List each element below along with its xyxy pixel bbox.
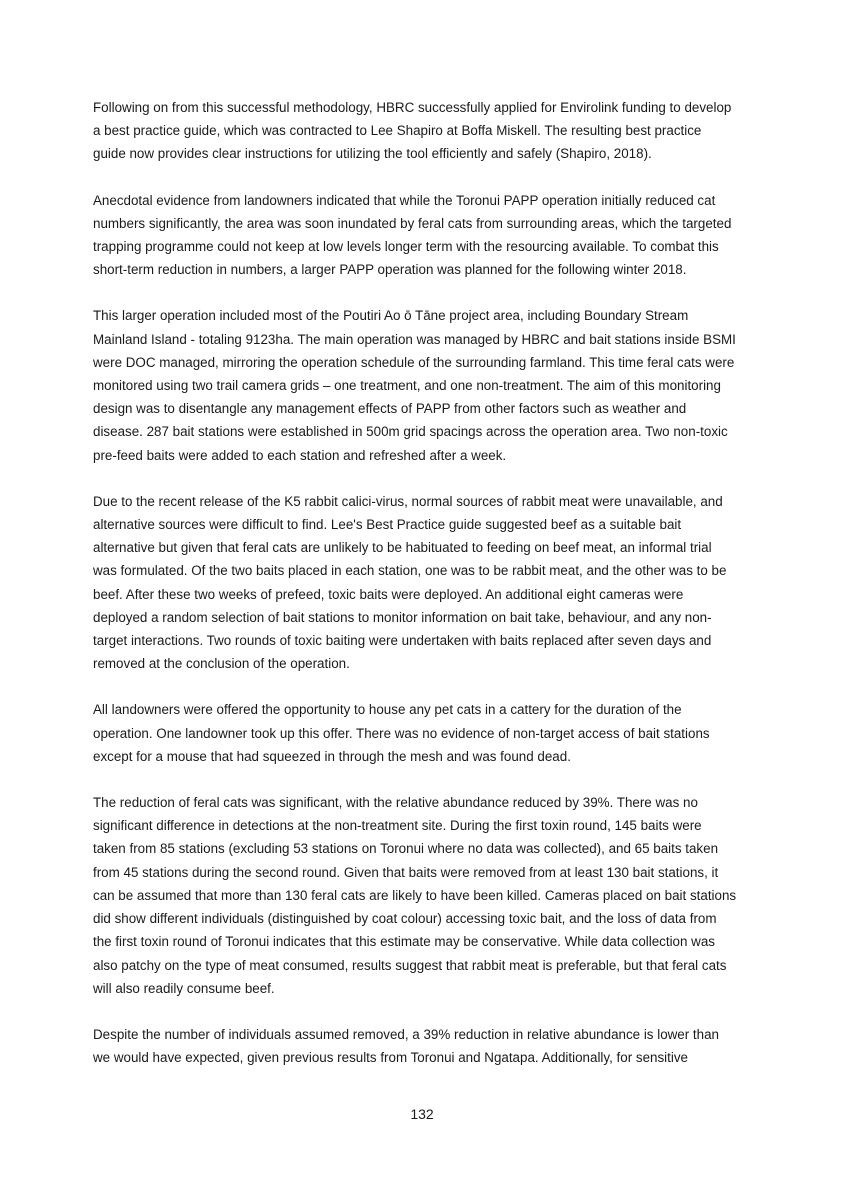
page-number: 132 xyxy=(410,1106,434,1122)
text-line: short-term reduction in numbers, a larger PAPP operation was planned for the following winter 2018. xyxy=(93,262,687,278)
text-line: except for a mouse that had squeezed in through the mesh and was found dead. xyxy=(93,748,571,764)
text-line: was formulated. Of the two baits placed in each station, one was to be rabbit meat, and the other was to be xyxy=(93,563,727,579)
text-line: The reduction of feral cats was significant, with the relative abundance reduced by 39%. There was no xyxy=(93,795,698,811)
text-line: the first toxin round of Toronui indicates that this estimate may be conservative. While data collection was xyxy=(93,934,715,950)
text-line: Due to the recent release of the K5 rabbit calici-virus, normal sources of rabbit meat were unavailable, and xyxy=(93,493,723,509)
text-line: can be assumed that more than 130 feral cats are likely to have been killed. Cameras placed on bait stations xyxy=(93,887,737,903)
text-line: This larger operation included most of the Poutiri Ao ō Tāne project area, including Boundary Stream xyxy=(93,308,689,324)
text-line: trapping programme could not keep at low levels longer term with the resourcing available. To combat this xyxy=(93,239,719,255)
text-line: beef. After these two weeks of prefeed, toxic baits were deployed. An additional eight cameras were xyxy=(93,586,684,602)
text-line: design was to disentangle any management effects of PAPP from other factors such as weather and xyxy=(93,401,687,417)
text-line: Anecdotal evidence from landowners indicated that while the Toronui PAPP operation initially reduced cat xyxy=(93,192,716,208)
text-line: will also readily consume beef. xyxy=(93,980,275,996)
text-line: guide now provides clear instructions for utilizing the tool efficiently and safely (Shapiro, 2018). xyxy=(93,146,652,162)
paragraph-results xyxy=(93,791,753,1000)
paragraph-larger-operation xyxy=(93,304,753,466)
text-line: pre-feed baits were added to each station and refreshed after a week. xyxy=(93,447,507,463)
text-line: monitored using two trail camera grids – one treatment, and one non-treatment. The aim of this monitoring xyxy=(93,378,721,394)
paragraph-bait-trial xyxy=(93,490,753,676)
paragraph-anecdotal-evidence xyxy=(93,189,753,282)
text-line: disease. 287 bait stations were established in 500m grid spacings across the operation area. Two non-toxic xyxy=(93,424,728,440)
text-line: significant difference in detections at the non-treatment site. During the first toxin round, 145 baits were xyxy=(93,818,702,834)
text-line: Despite the number of individuals assumed removed, a 39% reduction in relative abundance is lower than xyxy=(93,1026,719,1042)
text-line: removed at the conclusion of the operation. xyxy=(93,656,350,672)
text-line: we would have expected, given previous results from Toronui and Ngatapa. Additionally, for sensitive xyxy=(93,1050,688,1066)
text-line: from 45 stations during the second round. Given that baits were removed from at least 130 bait stations, it xyxy=(93,864,719,880)
text-line: operation. One landowner took up this offer. There was no evidence of non-target access of bait stations xyxy=(93,725,710,741)
text-line: were DOC managed, mirroring the operation schedule of the surrounding farmland. This time feral cats were xyxy=(93,354,735,370)
text-line: alternative sources were difficult to find. Lee's Best Practice guide suggested beef as a suitable bait xyxy=(93,517,682,533)
paragraph-best-practice-guide xyxy=(93,96,753,166)
text-line: target interactions. Two rounds of toxic baiting were undertaken with baits replaced after seven days and xyxy=(93,633,712,649)
text-line: alternative but given that feral cats are unlikely to be habituated to feeding on beef meat, an informal trial xyxy=(93,540,712,556)
text-line: did show different individuals (distinguished by coat colour) accessing toxic bait, and the loss of data from xyxy=(93,911,717,927)
text-line: taken from 85 stations (excluding 53 stations on Toronui where no data was collected), and 65 baits taken xyxy=(93,841,719,857)
paragraph-despite-removal xyxy=(93,1023,753,1069)
text-line: numbers significantly, the area was soon inundated by feral cats from surrounding areas, which the targeted xyxy=(93,215,732,231)
text-line: deployed a random selection of bait stations to monitor information on bait take, behaviour, and any non- xyxy=(93,609,712,625)
text-line: All landowners were offered the opportunity to house any pet cats in a cattery for the duration of the xyxy=(93,702,682,718)
text-line: Mainland Island - totaling 9123ha. The main operation was managed by HBRC and bait stations inside BSMI xyxy=(93,331,736,347)
paragraph-landowners xyxy=(93,698,753,768)
text-line: a best practice guide, which was contracted to Lee Shapiro at Boffa Miskell. The resulting best practice xyxy=(93,123,702,139)
text-line: also patchy on the type of meat consumed, results suggest that rabbit meat is preferable, but that feral cats xyxy=(93,957,727,973)
text-line: Following on from this successful methodology, HBRC successfully applied for Envirolink funding to develop xyxy=(93,100,732,115)
document-body xyxy=(93,96,753,1092)
